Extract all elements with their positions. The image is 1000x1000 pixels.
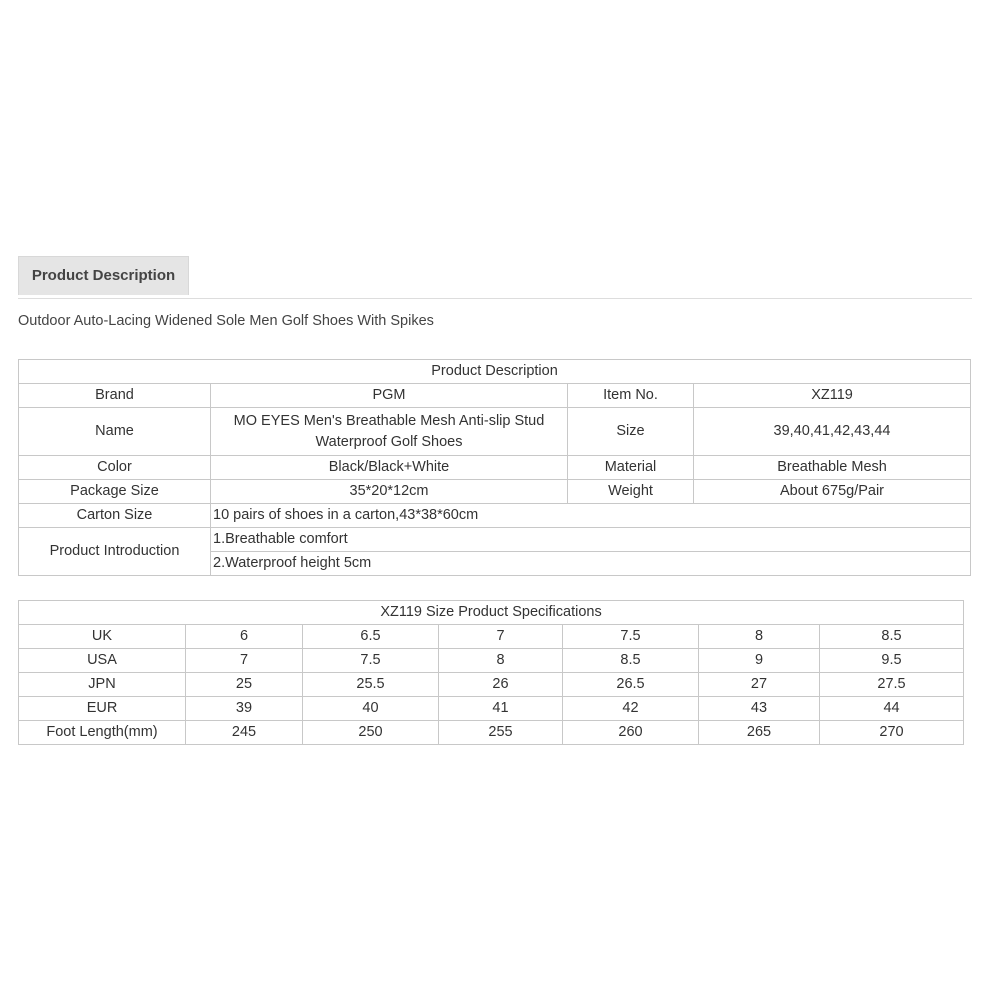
table-row [19, 721, 964, 745]
size-cell: 41 [439, 697, 563, 721]
size-cell: 27 [699, 673, 820, 697]
size-cell: 8 [439, 649, 563, 673]
table-row [19, 528, 971, 552]
package-value: 35*20*12cm [211, 480, 568, 504]
size-cell: 43 [699, 697, 820, 721]
size-cell: 44 [820, 697, 964, 721]
table-row [19, 625, 964, 649]
introduction-point: 1.Breathable comfort [211, 528, 971, 552]
table-row [19, 697, 964, 721]
table-row [19, 673, 964, 697]
size-cell: 25.5 [303, 673, 439, 697]
introduction-point: 2.Waterproof height 5cm [211, 552, 971, 576]
brand-label: Brand [19, 384, 211, 408]
material-value: Breathable Mesh [694, 456, 971, 480]
row-label: EUR [19, 697, 186, 721]
size-cell: 7 [186, 649, 303, 673]
tab-product-description[interactable]: Product Description [18, 256, 189, 295]
size-cell: 39 [186, 697, 303, 721]
material-label: Material [568, 456, 694, 480]
size-cell: 7.5 [303, 649, 439, 673]
row-label: USA [19, 649, 186, 673]
table-row [19, 480, 971, 504]
size-value: 39,40,41,42,43,44 [694, 408, 971, 456]
size-cell: 250 [303, 721, 439, 745]
size-cell: 245 [186, 721, 303, 745]
size-cell: 42 [563, 697, 699, 721]
size-cell: 8.5 [563, 649, 699, 673]
package-label: Package Size [19, 480, 211, 504]
table-title: XZ119 Size Product Specifications [19, 601, 964, 625]
row-label: JPN [19, 673, 186, 697]
product-title: Outdoor Auto-Lacing Widened Sole Men Golf Shoes With Spikes [18, 313, 434, 329]
size-rows [19, 625, 964, 745]
table-title-row [19, 360, 971, 384]
name-label: Name [19, 408, 211, 456]
table-row [19, 504, 971, 528]
table-row [19, 384, 971, 408]
carton-label: Carton Size [19, 504, 211, 528]
weight-value: About 675g/Pair [694, 480, 971, 504]
tab-bar [18, 256, 972, 299]
size-cell: 6.5 [303, 625, 439, 649]
size-cell: 26.5 [563, 673, 699, 697]
introduction-label: Product Introduction [19, 528, 211, 576]
size-cell: 260 [563, 721, 699, 745]
table-row [19, 456, 971, 480]
size-cell: 27.5 [820, 673, 964, 697]
weight-label: Weight [568, 480, 694, 504]
size-cell: 9.5 [820, 649, 964, 673]
table-title-row [19, 601, 964, 625]
brand-value: PGM [211, 384, 568, 408]
size-cell: 8 [699, 625, 820, 649]
row-label: Foot Length(mm) [19, 721, 186, 745]
size-label: Size [568, 408, 694, 456]
size-cell: 7 [439, 625, 563, 649]
size-cell: 270 [820, 721, 964, 745]
size-cell: 265 [699, 721, 820, 745]
size-cell: 255 [439, 721, 563, 745]
size-cell: 8.5 [820, 625, 964, 649]
row-label: UK [19, 625, 186, 649]
table-title: Product Description [19, 360, 971, 384]
table-row [19, 408, 971, 456]
size-specification-table [18, 600, 964, 745]
size-cell: 9 [699, 649, 820, 673]
item-value: XZ119 [694, 384, 971, 408]
item-label: Item No. [568, 384, 694, 408]
size-cell: 40 [303, 697, 439, 721]
table-row [19, 649, 964, 673]
color-label: Color [19, 456, 211, 480]
size-cell: 26 [439, 673, 563, 697]
size-cell: 7.5 [563, 625, 699, 649]
size-cell: 6 [186, 625, 303, 649]
product-description-table [18, 359, 971, 576]
size-cell: 25 [186, 673, 303, 697]
carton-value: 10 pairs of shoes in a carton,43*38*60cm [211, 504, 971, 528]
color-value: Black/Black+White [211, 456, 568, 480]
name-value: MO EYES Men's Breathable Mesh Anti-slip Stud Waterproof Golf Shoes [211, 408, 568, 456]
